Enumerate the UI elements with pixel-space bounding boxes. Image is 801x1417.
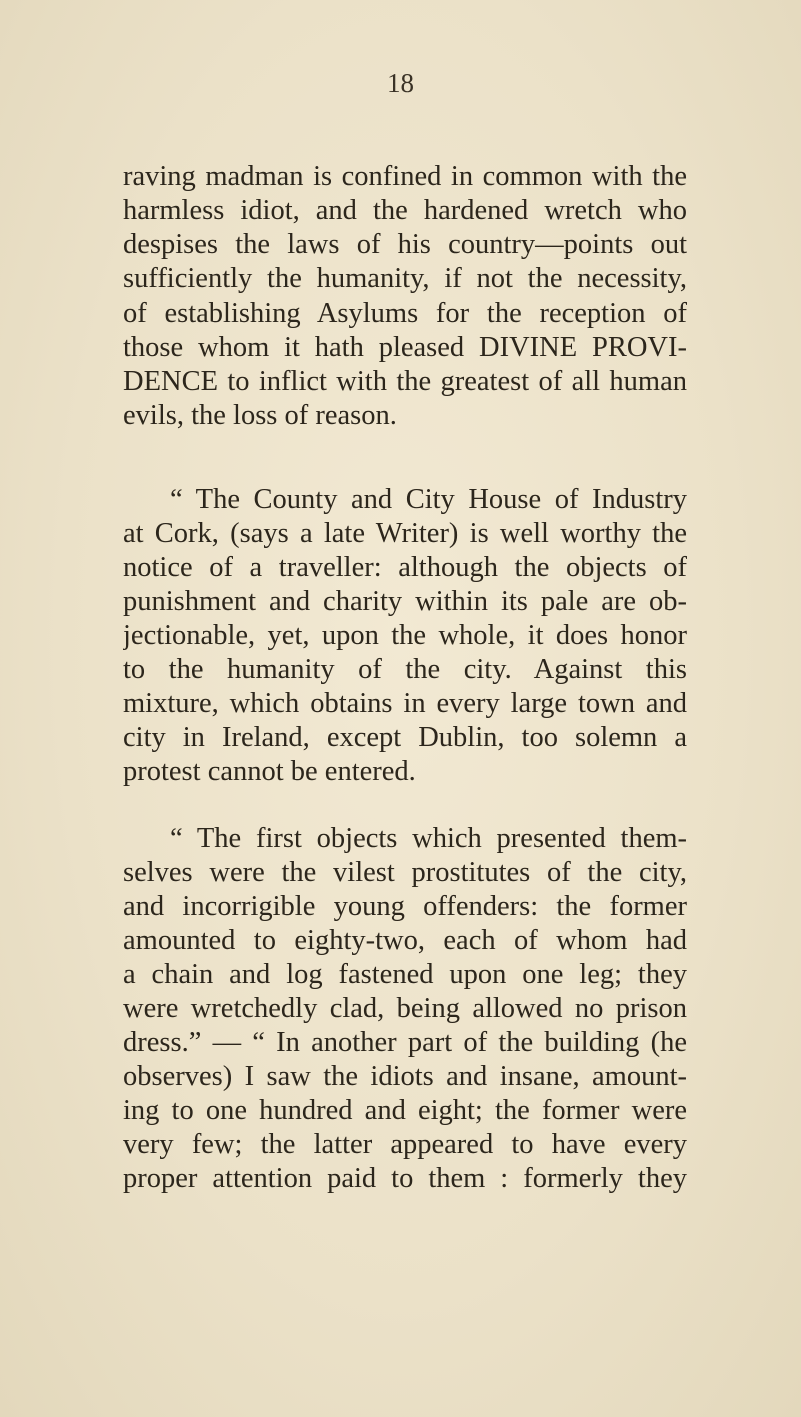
text-line: amounted to eighty-two, each of whom had <box>123 925 687 956</box>
text-line: a chain and log fastened upon one leg; they <box>123 959 687 990</box>
text-line: sufficiently the humanity, if not the necessity, <box>123 263 687 294</box>
text-line: DENCE to inflict with the greatest of all human <box>123 366 687 397</box>
text-line: very few; the latter appeared to have every <box>123 1129 687 1160</box>
page-number: 18 <box>387 68 414 98</box>
text-line: despises the laws of his country—points out <box>123 229 687 260</box>
text-line: proper attention paid to them : formerly they <box>123 1163 687 1194</box>
text-line: observes) I saw the idiots and insane, amount- <box>123 1061 687 1092</box>
text-line: selves were the vilest prostitutes of the city, <box>123 857 687 888</box>
text-line: of establishing Asylums for the reception of <box>123 298 687 329</box>
text-line: mixture, which obtains in every large town and <box>123 688 687 719</box>
text-line: protest cannot be entered. <box>123 756 416 787</box>
text-line: “ The first objects which presented them- <box>170 823 687 854</box>
text-line: harmless idiot, and the hardened wretch who <box>123 195 687 226</box>
text-line: “ The County and City House of Industry <box>170 484 687 515</box>
text-line: to the humanity of the city. Against this <box>123 654 687 685</box>
text-line: jectionable, yet, upon the whole, it does honor <box>123 620 687 651</box>
text-line: ing to one hundred and eight; the former were <box>123 1095 687 1126</box>
text-line: evils, the loss of reason. <box>123 400 397 431</box>
text-line: notice of a traveller: although the objects of <box>123 552 687 583</box>
text-line: dress.” — “ In another part of the building (he <box>123 1027 687 1058</box>
text-line: city in Ireland, except Dublin, too solemn a <box>123 722 687 753</box>
text-line: punishment and charity within its pale are ob- <box>123 586 687 617</box>
text-line: and incorrigible young offenders: the former <box>123 891 687 922</box>
text-line: raving madman is confined in common with the <box>123 161 687 192</box>
text-line: those whom it hath pleased DIVINE PROVI- <box>123 332 687 363</box>
text-line: at Cork, (says a late Writer) is well worthy the <box>123 518 687 549</box>
text-line: were wretchedly clad, being allowed no prison <box>123 993 687 1024</box>
